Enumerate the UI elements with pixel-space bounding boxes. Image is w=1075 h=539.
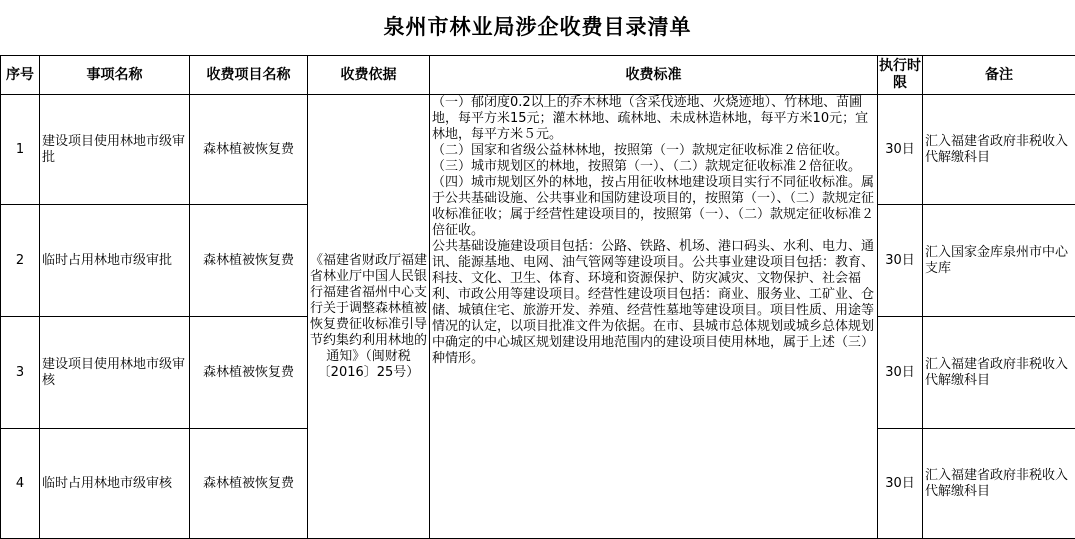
row-seq: 4 <box>1 429 40 539</box>
header-note: 备注 <box>923 56 1075 95</box>
standard-para: （二）国家和省级公益林林地，按照第（一）款规定征收标准２倍征收。 <box>432 143 875 159</box>
standard-para: （一）郁闭度0.2以上的乔木林地（含采伐迹地、火烧迹地）、竹林地、苗圃地，每平方米15元；灌木林地、疏林地、未成林造林地，每平方米10元；宜林地，每平方米５元。 <box>432 95 875 143</box>
row-item-name: 临时占用林地市级审核 <box>40 429 190 539</box>
row-item-name: 建设项目使用林地市级审批 <box>40 95 190 205</box>
row-fee-item: 森林植被恢复费 <box>190 429 308 539</box>
row-seq: 3 <box>1 317 40 429</box>
header-standard: 收费标准 <box>430 56 878 95</box>
row-note: 汇入福建省政府非税收入代解缴科目 <box>923 317 1075 429</box>
row-limit: 30日 <box>878 317 923 429</box>
header-item: 事项名称 <box>40 56 190 95</box>
fee-basis-cell: 《福建省财政厅福建省林业厅中国人民银行福建省福州中心支行关于调整森林植被恢复费征收标准引导节约集约利用林地的通知》（闽财税〔2016〕25号） <box>308 95 430 539</box>
row-note: 汇入国家金库泉州市中心支库 <box>923 205 1075 317</box>
header-basis: 收费依据 <box>308 56 430 95</box>
fee-standard-cell <box>430 95 878 539</box>
standard-para: （三）城市规划区的林地，按照第（一）、（二）款规定征收标准２倍征收。 <box>432 159 875 175</box>
row-item-name: 临时占用林地市级审批 <box>40 205 190 317</box>
header-limit: 执行时限 <box>878 56 923 95</box>
standard-para: 公共基础设施建设项目包括：公路、铁路、机场、港口码头、水利、电力、通讯、能源基地、电网、油气管网等建设项目。公共事业建设项目包括：教育、科技、文化、卫生、体育、环境和资源保护、防灾减灾、文物保护、社会福利、市政公用等建设项目。经营性建设项目包括：商业、服务业、工矿业、仓储、城镇住宅、旅游开发、养殖、经营性墓地等建设项目。项目性质、用途等情况的认定，以项目批准文件为依据。在市、县城市总体规划或城乡总体规划中确定的中心城区规划建设用地范围内的建设项目使用林地，属于上述（三）种情形。 <box>432 239 875 367</box>
row-limit: 30日 <box>878 429 923 539</box>
row-note: 汇入福建省政府非税收入代解缴科目 <box>923 429 1075 539</box>
row-limit: 30日 <box>878 205 923 317</box>
standard-para: （四）城市规划区外的林地，按占用征收林地建设项目实行不同征收标准。属于公共基础设施、公共事业和国防建设项目的，按照第（一）、（二）款规定征收标准征收；属于经营性建设项目的，按照第（一）、（二）款规定征收标准２倍征收。 <box>432 175 875 239</box>
header-fee-item: 收费项目名称 <box>190 56 308 95</box>
fee-catalog-table <box>0 55 1075 539</box>
header-seq: 序号 <box>1 56 40 95</box>
row-note: 汇入福建省政府非税收入代解缴科目 <box>923 95 1075 205</box>
row-fee-item: 森林植被恢复费 <box>190 95 308 205</box>
row-seq: 1 <box>1 95 40 205</box>
table-row <box>1 95 1075 205</box>
row-fee-item: 森林植被恢复费 <box>190 317 308 429</box>
page-title: 泉州市林业局涉企收费目录清单 <box>0 0 1075 55</box>
row-item-name: 建设项目使用林地市级审核 <box>40 317 190 429</box>
header-row <box>1 56 1075 95</box>
row-seq: 2 <box>1 205 40 317</box>
row-limit: 30日 <box>878 95 923 205</box>
row-fee-item: 森林植被恢复费 <box>190 205 308 317</box>
